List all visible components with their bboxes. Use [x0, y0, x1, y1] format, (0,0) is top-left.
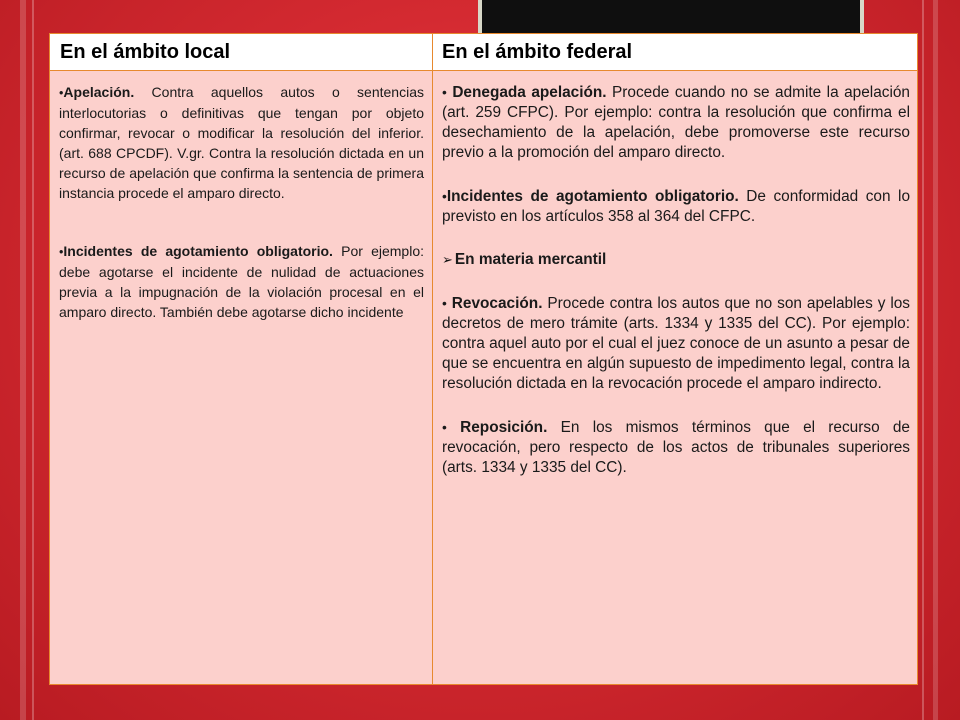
term-incidentes-federal: Incidentes de agotamiento obligatorio.: [446, 188, 739, 205]
term-apelacion: Apelación.: [63, 84, 135, 100]
local-paragraph-apelacion: [59, 82, 424, 203]
federal-paragraph-denegada: [442, 82, 910, 163]
bullet-icon: •: [442, 188, 447, 204]
background-streak: [922, 0, 924, 720]
header-federal: En el ámbito federal: [442, 41, 633, 63]
diamond-arrow-icon: ➢: [442, 252, 453, 267]
background-streak: [933, 0, 938, 720]
subhead-mercantil: En materia mercantil: [454, 251, 607, 268]
federal-paragraph-revocacion: [442, 293, 910, 394]
background-streak: [32, 0, 34, 720]
term-revocacion: Revocación.: [451, 295, 543, 312]
federal-column: [442, 82, 910, 501]
local-column: [59, 82, 424, 345]
background-streak: [20, 0, 26, 720]
column-divider: [432, 34, 433, 684]
bullet-icon: •: [442, 419, 447, 435]
text-revocacion: Procede contra los autos que no son apelables y los decretos de mero trámite (arts. 1334 y 1335 del CC). Por ejemplo: contra aquel auto por el cual el juez conoce de un asunto a pesar de que se encuentra en algún supuesto de impedimento legal, contra la resolución dictada en la revocación procede el amparo indirecto.: [442, 295, 911, 392]
federal-subhead: [442, 250, 910, 270]
comparison-table: [49, 33, 918, 685]
bullet-icon: •: [442, 295, 447, 311]
local-paragraph-incidentes: [59, 241, 424, 322]
text-denegada: Procede cuando no se admite la apelación (art. 259 CFPC). Por ejemplo: contra la resolución que confirma el desechamiento de la apelación, debe promoverse este recurso previo a la promoción del amparo directo.: [442, 84, 910, 161]
text-incidentes-federal: De conformidad con lo previsto en los artículos 358 al 364 del CFPC.: [442, 188, 911, 225]
federal-paragraph-incidentes: [442, 186, 910, 227]
term-reposicion: Reposición.: [460, 419, 548, 436]
bullet-icon: •: [59, 245, 64, 259]
header-local: En el ámbito local: [60, 41, 231, 63]
bullet-icon: •: [59, 86, 64, 100]
text-incidentes: Por ejemplo: debe agotarse el incidente de nulidad de actuaciones previa a la impugnación de la violación procesal en el amparo directo. También debe agotarse dicho incidente: [59, 243, 424, 320]
text-apelacion: Contra aquellos autos o sentencias interlocutorias o definitivas que tengan por objeto confirmar, revocar o modificar la resolución del inferior. (art. 688 CPCDF). V.gr. Contra la resolución dictada en un recurso de apelación que confirma la sentencia de primera instancia procede el amparo directo.: [59, 84, 424, 201]
term-denegada: Denegada apelación.: [452, 84, 607, 101]
federal-paragraph-reposicion: [442, 417, 910, 478]
text-reposicion: En los mismos términos que el recurso de revocación, pero respecto de los actos de tribunales superiores (arts. 1334 y 1335 del CC).: [442, 419, 910, 476]
bullet-icon: •: [442, 84, 447, 100]
term-incidentes: Incidentes de agotamiento obligatorio.: [63, 243, 333, 259]
